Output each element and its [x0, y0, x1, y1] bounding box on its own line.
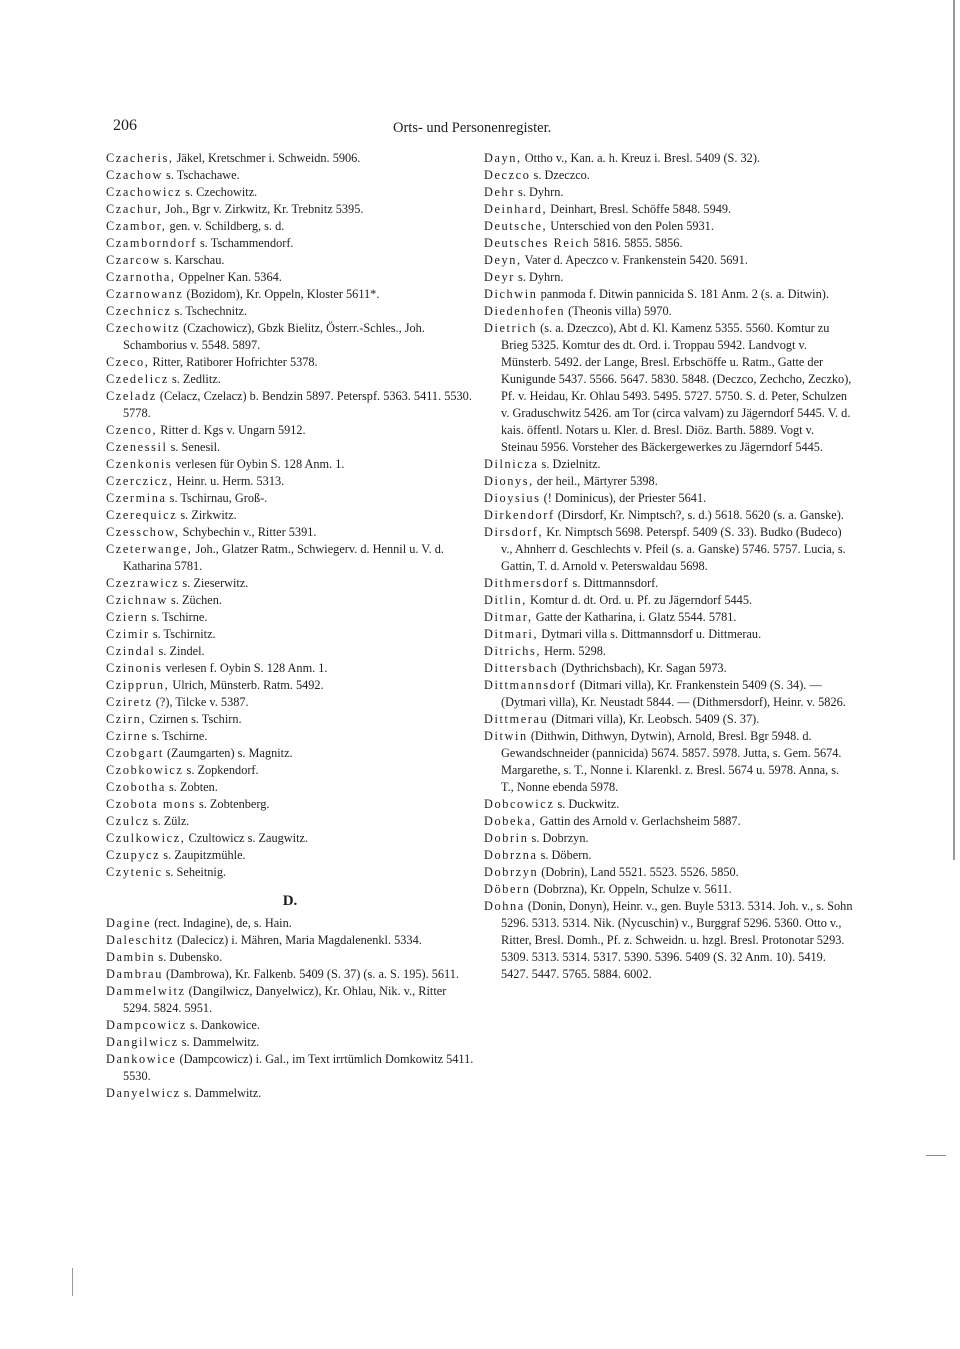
scan-mark — [72, 1268, 73, 1296]
entry-headword: Daleschitz — [106, 933, 174, 947]
index-entry — [106, 796, 474, 813]
index-entry — [484, 507, 854, 524]
entry-text: Deinhart, Bresl. Schöffe 5848. 5949. — [547, 202, 732, 216]
entry-text: s. Dammelwitz. — [180, 1086, 262, 1100]
entry-headword: Dobrzyn — [484, 865, 539, 879]
entry-text: s. Zedlitz. — [168, 372, 221, 386]
entry-headword: Dobrin — [484, 831, 529, 845]
index-entry — [484, 847, 854, 864]
index-entry — [106, 150, 474, 167]
index-entry — [484, 711, 854, 728]
index-entry — [106, 745, 474, 762]
entry-headword: Czachowicz — [106, 185, 183, 199]
entry-text: (Dangilwicz, Danyelwicz), Kr. Ohlau, Nik. v., Ritter 5294. 5824. 5951. — [123, 984, 447, 1015]
index-entry — [484, 660, 854, 677]
entry-text: s. Zülz. — [149, 814, 190, 828]
section-letter: D. — [282, 893, 298, 909]
entry-text: Czultowicz s. Zaugwitz. — [185, 831, 309, 845]
entry-headword: Czichnaw — [106, 593, 168, 607]
entry-text: (Dobrin), Land 5521. 5523. 5526. 5850. — [538, 865, 739, 879]
entry-headword: Danyelwicz — [106, 1086, 181, 1100]
index-entry — [484, 830, 854, 847]
index-entry — [106, 269, 474, 286]
entry-text: Joh., Glatzer Ratm., Schwiegerv. d. Hennil u. V. d. Katharina 5781. — [123, 542, 444, 573]
index-entries-right — [484, 150, 854, 983]
entry-text: Schybechin v., Ritter 5391. — [179, 525, 317, 539]
entry-headword: Czobotha — [106, 780, 166, 794]
entry-text: Ritter d. Kgs v. Ungarn 5912. — [157, 423, 306, 437]
entry-text: (Dithwin, Dithwyn, Dytwin), Arnold, Bresl. Bgr 5948. d. Gewandschneider (pannicida) 5674. 5857. 5978. Jutta, s. Gem. 5674. Margarethe, s. T., Nonne i. Klarenkl. z. Bresl. 5674 u. 5978. Anna, s. T., Nonne ebenda 5978. — [501, 729, 842, 794]
entry-text: (Donin, Donyn), Heinr. v., gen. Buyle 5313. 5314. Joh. v., s. Sohn 5296. 5313. 5314. Nik. (Nycuschin) v., Burggraf 5296. 5360. Otto v., Ritter, Bresl. Domh., Pf. z. Schweidn. u. hzgl. Bresl. Protonotar 5293. 5309. 5313. 5314. 5317. 5390. 5396. 5409 (S. 32 Anm. 10). 5419. 5427. 5447. 5765. 5884. 6002. — [501, 899, 853, 981]
entry-headword: Dobeka, — [484, 814, 537, 828]
index-entry — [106, 1051, 474, 1085]
entry-text: Joh., Bgr v. Zirkwitz, Kr. Trebnitz 5395. — [162, 202, 364, 216]
entry-text: s. Zaupitzmühle. — [160, 848, 246, 862]
entry-headword: Dagine — [106, 916, 152, 930]
index-entry — [106, 966, 474, 983]
index-entry — [484, 524, 854, 575]
entry-text: s. Seheitnig. — [162, 865, 227, 879]
index-entry — [106, 1034, 474, 1051]
index-entry — [484, 592, 854, 609]
entry-headword: Czeterwange, — [106, 542, 193, 556]
index-entry — [106, 201, 474, 218]
entry-headword: Czirn, — [106, 712, 146, 726]
index-entries-c — [106, 150, 474, 881]
index-entry — [106, 439, 474, 456]
index-entry — [484, 456, 854, 473]
entry-headword: Czipprun, — [106, 678, 170, 692]
entry-headword: Czarnotha, — [106, 270, 176, 284]
index-entry — [106, 762, 474, 779]
entry-headword: Czytenic — [106, 865, 163, 879]
entry-headword: Czacheris, — [106, 151, 174, 165]
index-entry — [106, 575, 474, 592]
entry-headword: Dankowice — [106, 1052, 177, 1066]
index-entry — [106, 524, 474, 541]
entry-headword: Czulcz — [106, 814, 150, 828]
entry-headword: Czobota mons — [106, 797, 196, 811]
index-entry — [484, 796, 854, 813]
entry-headword: Döbern — [484, 882, 531, 896]
index-entry — [484, 167, 854, 184]
entry-text: s. Dyhrn. — [514, 270, 564, 284]
index-entry — [484, 881, 854, 898]
entry-text: Kr. Nimptsch 5698. Peterspf. 5409 (S. 33). Budko (Budeco) v., Ahnherr d. Geschlechts v. Pfeil (s. a. Ganske) 5746. 5757. Lucia, s. Gattin, T. d. Arnold v. Peterswaldau 5698. — [501, 525, 846, 573]
entry-headword: Czezrawicz — [106, 576, 180, 590]
entry-text: s. Senesil. — [167, 440, 221, 454]
entry-headword: Czachur, — [106, 202, 163, 216]
index-entry — [484, 235, 854, 252]
entry-headword: Czobgart — [106, 746, 164, 760]
index-entry — [484, 575, 854, 592]
index-entry — [106, 830, 474, 847]
index-entry — [106, 320, 474, 354]
entry-text: (Theonis villa) 5970. — [565, 304, 672, 318]
entry-text: s. Dzielnitz. — [538, 457, 601, 471]
index-entry — [106, 626, 474, 643]
entry-text: s. Döbern. — [537, 848, 592, 862]
index-entry — [484, 150, 854, 167]
index-entry — [106, 167, 474, 184]
index-entry — [484, 218, 854, 235]
entry-text: (Dobrzna), Kr. Oppeln, Schulze v. 5611. — [530, 882, 732, 896]
index-entry — [106, 694, 474, 711]
index-entry — [106, 184, 474, 201]
entry-headword: Czupycz — [106, 848, 161, 862]
entry-text: s. Zieserwitz. — [179, 576, 249, 590]
index-entry — [484, 490, 854, 507]
entry-headword: Ditmari, — [484, 627, 539, 641]
entry-headword: Dittmerau — [484, 712, 549, 726]
index-entries-d — [106, 915, 474, 1102]
entry-headword: Czachow — [106, 168, 163, 182]
entry-headword: Deinhard, — [484, 202, 548, 216]
index-entry — [484, 813, 854, 830]
entry-headword: Dittersbach — [484, 661, 559, 675]
entry-headword: Czerczicz, — [106, 474, 174, 488]
entry-headword: Dobcowicz — [484, 797, 555, 811]
scan-edge-mark — [926, 1155, 946, 1170]
entry-headword: Dammelwitz — [106, 984, 186, 998]
index-entry — [106, 779, 474, 796]
entry-text: (Czachowicz), Gbzk Bielitz, Österr.-Schles., Joh. Schamborius v. 5548. 5897. — [123, 321, 425, 352]
index-entry — [106, 541, 474, 575]
index-entry — [106, 1017, 474, 1034]
entry-headword: Czarcow — [106, 253, 161, 267]
entry-text: gen. v. Schildberg, s. d. — [166, 219, 285, 233]
entry-text: (Dampcowicz) i. Gal., im Text irrtümlich Domkowitz 5411. 5530. — [123, 1052, 474, 1083]
index-entry — [106, 643, 474, 660]
entry-headword: Dambrau — [106, 967, 163, 981]
entry-headword: Ditlin, — [484, 593, 527, 607]
index-entry — [484, 252, 854, 269]
index-entry — [106, 609, 474, 626]
entry-text: verlesen für Oybin S. 128 Anm. 1. — [172, 457, 345, 471]
entry-headword: Dilnicza — [484, 457, 539, 471]
entry-headword: Dichwin — [484, 287, 538, 301]
entry-headword: Dirsdorf, — [484, 525, 544, 539]
index-entry — [484, 898, 854, 983]
index-entry — [484, 320, 854, 456]
entry-text: s. Dzeczco. — [530, 168, 590, 182]
index-entry — [106, 303, 474, 320]
index-entry — [484, 609, 854, 626]
index-entry — [106, 711, 474, 728]
entry-text: s. Dubensko. — [155, 950, 223, 964]
entry-text: (Dalecicz) i. Mähren, Maria Magdalenenkl. 5334. — [173, 933, 422, 947]
index-entry — [106, 592, 474, 609]
index-entry — [484, 728, 854, 796]
left-column — [106, 150, 474, 1102]
entry-text: Ottho v., Kan. a. h. Kreuz i. Bresl. 5409 (S. 32). — [521, 151, 760, 165]
entry-text: s. Duckwitz. — [554, 797, 620, 811]
entry-headword: Czenco, — [106, 423, 158, 437]
entry-text: s. Zobten. — [165, 780, 218, 794]
entry-text: (! Dominicus), der Priester 5641. — [540, 491, 707, 505]
entry-text: Ulrich, Münsterb. Ratm. 5492. — [169, 678, 324, 692]
entry-headword: Dampcowicz — [106, 1018, 187, 1032]
entry-headword: Dionys, — [484, 474, 534, 488]
index-entry — [106, 490, 474, 507]
entry-headword: Deczco — [484, 168, 531, 182]
entry-text: (Zaumgarten) s. Magnitz. — [163, 746, 293, 760]
entry-text: s. Tschirnitz. — [149, 627, 216, 641]
index-entry — [106, 252, 474, 269]
index-entry — [484, 473, 854, 490]
index-entry — [484, 286, 854, 303]
entry-headword: Czindal — [106, 644, 156, 658]
entry-text: (Dirsdorf, Kr. Nimptsch?, s. d.) 5618. 5620 (s. a. Ganske). — [554, 508, 844, 522]
entry-headword: Czambor, — [106, 219, 167, 233]
entry-headword: Dayn, — [484, 151, 522, 165]
entry-headword: Czenkonis — [106, 457, 173, 471]
entry-text: s. Zirkwitz. — [177, 508, 237, 522]
entry-text: s. Tschechnitz. — [171, 304, 248, 318]
index-entry — [106, 422, 474, 439]
index-entry — [484, 643, 854, 660]
index-entry — [106, 864, 474, 881]
right-column — [484, 150, 854, 983]
entry-text: (Celacz, Czelacz) b. Bendzin 5897. Peterspf. 5363. 5411. 5530. 5778. — [123, 389, 472, 420]
entry-text: Jäkel, Kretschmer i. Schweidn. 5906. — [173, 151, 361, 165]
index-entry — [106, 235, 474, 252]
entry-headword: Czenessil — [106, 440, 168, 454]
entry-text: Oppelner Kan. 5364. — [175, 270, 282, 284]
entry-headword: Ditrichs, — [484, 644, 542, 658]
entry-text: Vater d. Apeczco v. Frankenstein 5420. 5691. — [521, 253, 748, 267]
entry-text: (Dythrichsbach), Kr. Sagan 5973. — [558, 661, 727, 675]
entry-text: (?), Tilcke v. 5387. — [152, 695, 249, 709]
index-entry — [106, 388, 474, 422]
entry-text: s. Zindel. — [155, 644, 205, 658]
entry-text: s. Czechowitz. — [182, 185, 258, 199]
entry-headword: Czermina — [106, 491, 167, 505]
entry-text: s. Tschammendorf. — [196, 236, 294, 250]
entry-text: (Ditmari villa), Kr. Leobsch. 5409 (S. 37). — [548, 712, 760, 726]
entry-text: Czirnen s. Tschirn. — [146, 712, 242, 726]
entry-text: s. Dammelwitz. — [178, 1035, 260, 1049]
entry-text: (Ditmari villa), Kr. Frankenstein 5409 (S. 34). — (Dytmari villa), Kr. Neustadt 5844. — (Dithmersdorf), Heinr. v. 5826. — [501, 678, 846, 709]
entry-headword: Czarnowanz — [106, 287, 184, 301]
page-number: 206 — [113, 117, 137, 134]
entry-headword: Cziretz — [106, 695, 153, 709]
index-entry — [106, 456, 474, 473]
entry-headword: Czesschow, — [106, 525, 180, 539]
entry-text: Gatte der Katharina, i. Glatz 5544. 5781. — [532, 610, 737, 624]
entry-headword: Dirkendorf — [484, 508, 555, 522]
entry-headword: Czirne — [106, 729, 149, 743]
index-entry — [106, 677, 474, 694]
entry-text: s. Karschau. — [160, 253, 225, 267]
entry-text: s. Dobrzyn. — [528, 831, 589, 845]
scan-edge-line — [953, 0, 955, 860]
index-entry — [484, 677, 854, 711]
entry-headword: Deutsches Reich — [484, 236, 591, 250]
index-entry — [484, 626, 854, 643]
entry-text: s. Tschirne. — [148, 610, 208, 624]
index-entry — [106, 354, 474, 371]
index-entry — [106, 813, 474, 830]
entry-headword: Czobkowicz — [106, 763, 184, 777]
entry-headword: Czechnicz — [106, 304, 172, 318]
entry-headword: Czedelicz — [106, 372, 169, 386]
index-entry — [484, 269, 854, 286]
entry-text: s. Tschirnau, Groß-. — [166, 491, 268, 505]
entry-text: panmoda f. Ditwin pannicida S. 181 Anm. 2 (s. a. Ditwin). — [537, 287, 829, 301]
index-entry — [106, 915, 474, 932]
index-entry — [106, 983, 474, 1017]
entry-headword: Czulkowicz, — [106, 831, 186, 845]
entry-text: Gattin des Arnold v. Gerlachsheim 5887. — [536, 814, 741, 828]
index-entry — [106, 507, 474, 524]
entry-headword: Dobrzna — [484, 848, 538, 862]
entry-text: s. Dankowice. — [186, 1018, 260, 1032]
entry-text: s. Züchen. — [167, 593, 222, 607]
entry-text: Herm. 5298. — [541, 644, 606, 658]
index-entry — [106, 660, 474, 677]
index-entry — [106, 728, 474, 745]
index-entry — [484, 184, 854, 201]
entry-headword: Deyn, — [484, 253, 522, 267]
entry-headword: Dithmersdorf — [484, 576, 570, 590]
entry-headword: Czinonis — [106, 661, 163, 675]
entry-headword: Czeco, — [106, 355, 150, 369]
entry-text: (Bozidom), Kr. Oppeln, Kloster 5611*. — [183, 287, 380, 301]
entry-headword: Dittmannsdorf — [484, 678, 577, 692]
entry-headword: Dietrich — [484, 321, 538, 335]
entry-text: (rect. Indagine), de, s. Hain. — [151, 916, 292, 930]
entry-headword: Cziern — [106, 610, 149, 624]
entry-text: Ritter, Ratiborer Hofrichter 5378. — [149, 355, 318, 369]
index-entry — [106, 286, 474, 303]
index-entry — [106, 932, 474, 949]
entry-text: s. Dyhrn. — [514, 185, 564, 199]
entry-headword: Ditwin — [484, 729, 528, 743]
index-entry — [106, 218, 474, 235]
entry-text: s. Tschachawe. — [162, 168, 240, 182]
entry-headword: Dioysius — [484, 491, 541, 505]
entry-text: s. Zobtenberg. — [195, 797, 270, 811]
entry-headword: Dambin — [106, 950, 156, 964]
entry-text: Unterschied von den Polen 5931. — [547, 219, 714, 233]
running-head: Orts- und Personenregister. — [393, 120, 552, 136]
entry-text: s. Dittmannsdorf. — [569, 576, 659, 590]
index-entry — [106, 371, 474, 388]
entry-text: verlesen f. Oybin S. 128 Anm. 1. — [162, 661, 328, 675]
entry-text: 5816. 5855. 5856. — [590, 236, 683, 250]
entry-text: der heil., Märtyrer 5398. — [533, 474, 658, 488]
entry-text: (Dambrowa), Kr. Falkenb. 5409 (S. 37) (s. a. S. 195). 5611. — [162, 967, 459, 981]
entry-headword: Dohna — [484, 899, 525, 913]
entry-headword: Czimir — [106, 627, 150, 641]
index-entry — [106, 473, 474, 490]
entry-headword: Czechowitz — [106, 321, 181, 335]
index-entry — [484, 303, 854, 320]
entry-text: s. Zopkendorf. — [183, 763, 259, 777]
entry-headword: Dehr — [484, 185, 515, 199]
entry-text: (s. a. Dzeczco), Abt d. Kl. Kamenz 5355. 5560. Komtur zu Brieg 5325. Komtur des dt. Ord. i. Troppau 5942. Landvogt v. Münsterb. 5492. der Lange, Bresl. Erbschöffe u. Ratm., Gatte der Kunigunde 5437. 5566. 5647. 5830. 5848. (Deczco, Zechcho, Zeczko), Pf. v. Heidau, Kr. Ohlau 5493. 5495. 5727. 5750. S. d. Peter, Schulzen v. Graduschwitz 5426. am Tor (circa valvam) zu Jägerndorf 5445. V. d. kais. öffentl. Notars u. Kler. d. Bresl. Diöz. Barth. 5889. Vogt v. Steinau 5956. Vorsteher des Bäckergewerkes zu Jägerndorf 5445. — [501, 321, 852, 454]
entry-text: s. Tschirne. — [148, 729, 208, 743]
entry-text: Komtur d. dt. Ord. u. Pf. zu Jägerndorf 5445. — [526, 593, 753, 607]
entry-headword: Diedenhofen — [484, 304, 566, 318]
entry-headword: Czerequicz — [106, 508, 178, 522]
index-entry — [106, 1085, 474, 1102]
index-entry — [484, 201, 854, 218]
entry-headword: Czeladz — [106, 389, 157, 403]
entry-headword: Dangilwicz — [106, 1035, 179, 1049]
entry-headword: Deutsche, — [484, 219, 548, 233]
entry-text: Heinr. u. Herm. 5313. — [173, 474, 285, 488]
entry-headword: Czamborndorf — [106, 236, 197, 250]
entry-text: Dytmari villa s. Dittmannsdorf u. Dittmerau. — [538, 627, 762, 641]
index-entry — [106, 949, 474, 966]
entry-headword: Deyr — [484, 270, 515, 284]
index-entry — [484, 864, 854, 881]
entry-headword: Ditmar, — [484, 610, 533, 624]
index-entry — [106, 847, 474, 864]
